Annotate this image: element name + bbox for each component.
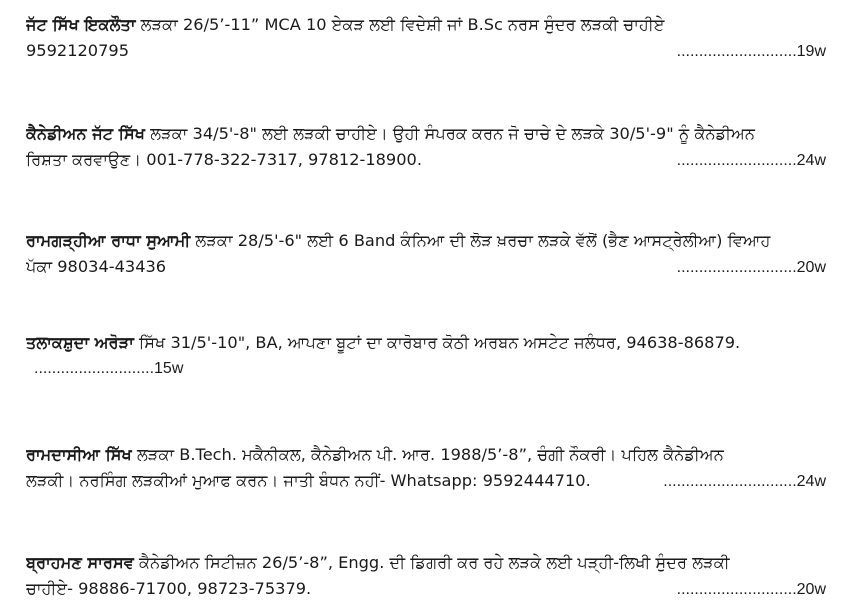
ad-text-line	[26, 576, 826, 603]
classified-ad	[26, 12, 826, 65]
ad-text-line	[26, 254, 826, 281]
ad-headline: ਕੈਨੇਡੀਅਨ ਜੱਟ ਸਿੱਖ	[26, 124, 146, 143]
ad-text-line	[26, 468, 826, 495]
ad-headline: ਤਲਾਕਸ਼ੁਦਾ ਅਰੋੜਾ	[26, 333, 134, 352]
ad-reference-code: ...........................20w	[676, 259, 826, 276]
ad-text-line	[26, 550, 826, 576]
ad-body: ਕੈਨੇਡੀਅਨ ਸਿਟੀਜ਼ਨ 26/5’-8”, Engg. ਦੀ ਡਿਗਰੀ ਕਰ ਰਹੇ ਲੜਕੇ ਲਈ ਪੜ੍ਹੀ-ਲਿਖੀ ਸੁੰਦਰ ਲੜਕੀ	[133, 553, 730, 572]
ad-text-line	[26, 38, 826, 65]
ad-text-line	[26, 147, 826, 174]
classified-ads-column	[26, 12, 826, 603]
ad-body: ਲੜਕਾ 28/5'-6" ਲਈ 6 Band ਕੰਨਿਆ ਦੀ ਲੋੜ ਖ਼ਰਚਾ ਲੜਕੇ ਵੱਲੋਂ (ਭੈਣ ਆਸਟ੍ਰੇਲੀਆ) ਵਿਆਹ	[190, 231, 771, 250]
ad-reference-code: ...........................15w	[34, 360, 184, 377]
ad-headline: ਜੱਟ ਸਿੱਖ ਇਕਲੌਤਾ	[26, 15, 136, 34]
ad-body: ਲੜਕਾ B.Tech. ਮਕੈਨੀਕਲ, ਕੈਨੇਡੀਅਨ ਪੀ. ਆਰ. 1988/5’-8”, ਚੰਗੀ ਨੌਕਰੀ। ਪਹਿਲ ਕੈਨੇਡੀਅਨ	[131, 445, 724, 464]
ad-headline: ਬ੍ਰਾਹਮਣ ਸਾਰਸਵ	[26, 553, 134, 572]
ad-body: ਲੜਕਾ 26/5’-11” MCA 10 ਏਕੜ ਲਈ ਵਿਦੇਸ਼ੀ ਜਾਂ B.Sc ਨਰਸ ਸੁੰਦਰ ਲੜਕੀ ਚਾਹੀਏ	[135, 15, 665, 34]
ad-reference-code: ...........................20w	[676, 581, 826, 598]
ad-text-line	[26, 121, 826, 147]
classified-ad	[26, 550, 826, 603]
classified-ad	[26, 330, 826, 382]
ad-reference-code: ..............................24w	[663, 473, 826, 490]
classified-ad	[26, 442, 826, 495]
ad-text-line	[26, 356, 826, 382]
ad-contact: ਲੜਕੀ। ਨਰਸਿੰਗ ਲੜਕੀਆਂ ਮੁਆਫ ਕਰਨ। ਜਾਤੀ ਬੰਧਨ ਨਹੀਂ- Whatsapp: 9592444710.	[26, 471, 591, 490]
ad-text-line	[26, 442, 826, 468]
ad-contact: ਰਿਸ਼ਤਾ ਕਰਵਾਉਣ। 001-778-322-7317, 97812-18900.	[26, 150, 422, 169]
classified-ad	[26, 121, 826, 174]
ad-reference-code: ...........................24w	[676, 152, 826, 169]
ad-text-line	[26, 330, 826, 356]
ad-text-line	[26, 12, 826, 38]
ad-contact: ਪੱਕਾ 98034-43436	[26, 257, 167, 276]
ad-contact: 9592120795	[26, 41, 129, 60]
ad-reference-code: ...........................19w	[676, 43, 826, 60]
ad-body: ਸਿੱਖ 31/5'-10", BA, ਆਪਣਾ ਬੂਟਾਂ ਦਾ ਕਾਰੋਬਾਰ ਕੋਠੀ ਅਰਬਨ ਅਸਟੇਟ ਜਲੰਧਰ, 94638-86879.	[133, 333, 741, 352]
ad-text-line	[26, 228, 826, 254]
classified-ad	[26, 228, 826, 281]
ad-headline: ਰਾਮਦਾਸੀਆ ਸਿੱਖ	[26, 445, 132, 464]
ad-body: ਲੜਕਾ 34/5'-8" ਲਈ ਲੜਕੀ ਚਾਹੀਏ। ਉਹੀ ਸੰਪਰਕ ਕਰਨ ਜੋ ਚਾਚੇ ਦੇ ਲੜਕੇ 30/5'-9" ਨੂੰ ਕੈਨੇਡੀਅਨ	[145, 124, 756, 143]
ad-contact: ਚਾਹੀਏ- 98886-71700, 98723-75379.	[26, 579, 312, 598]
ad-headline: ਰਾਮਗੜ੍ਹੀਆ ਰਾਧਾ ਸੁਆਮੀ	[26, 231, 191, 250]
